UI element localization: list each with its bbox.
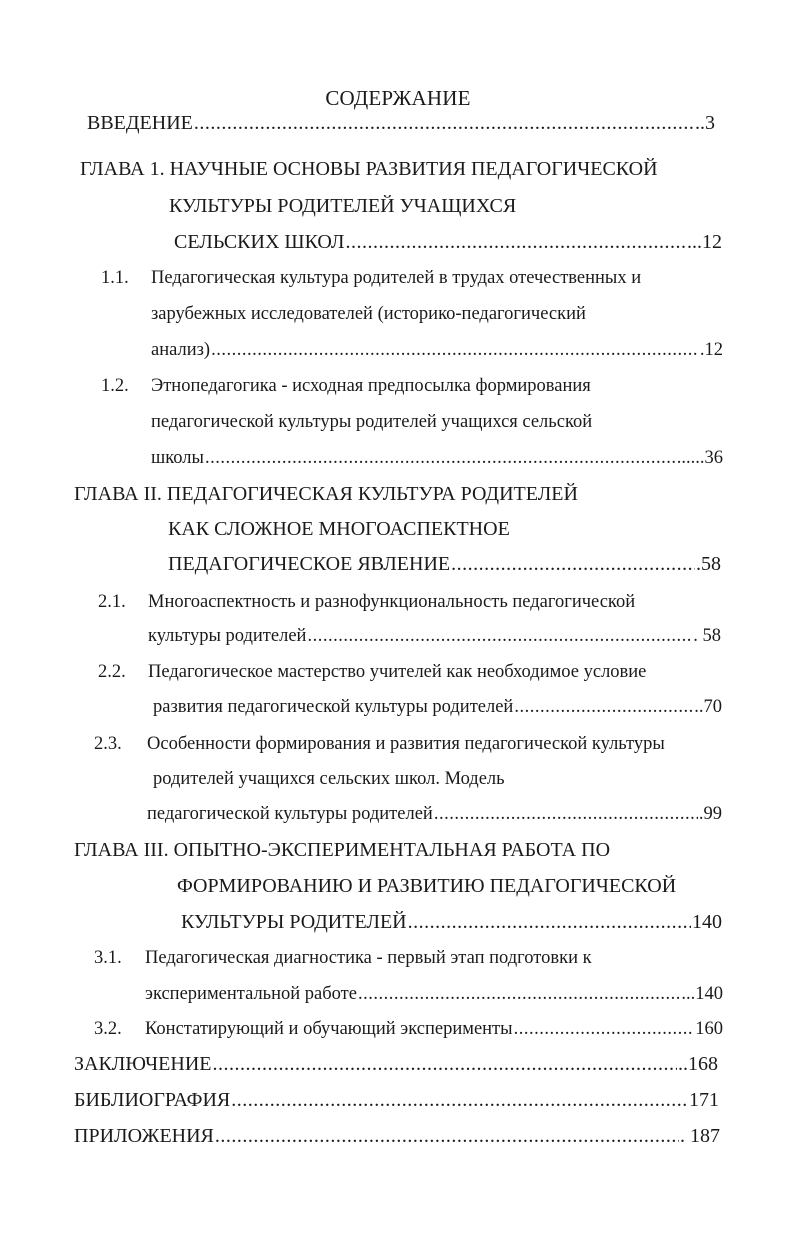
entry-text: СЕЛЬСКИХ ШКОЛ [174,231,345,253]
chapter2-heading-line1[interactable] [74,482,578,506]
toc-entry-section-1-1[interactable] [151,338,723,362]
page-number: ...12 [687,231,722,253]
page-number: ..3 [695,112,715,134]
page-number: .99 [698,804,722,824]
chapter3-heading-line1[interactable] [74,838,610,862]
entry-text: Этнопедагогика - исходная предпосылка формирования [151,376,591,396]
leader-dots [408,910,691,934]
leader-dots [434,802,698,826]
section-3-1-line1[interactable] [145,946,592,970]
leader-dots [345,230,686,254]
section-number: 3.2. [94,1019,122,1039]
entry-text: ПЕДАГОГИЧЕСКОЕ ЯВЛЕНИЕ [168,553,451,575]
leader-dots [205,446,676,470]
entry-text: КУЛЬТУРЫ РОДИТЕЛЕЙ УЧАЩИХСЯ [169,195,517,217]
entry-text: ГЛАВА II. ПЕДАГОГИЧЕСКАЯ КУЛЬТУРА РОДИТЕЛЕЙ [74,483,578,505]
toc-entry-section-3-1[interactable] [145,982,723,1006]
entry-text: педагогической культуры родителей [147,804,433,824]
entry-text: культуры родителей [148,626,307,646]
toc-entry-appendix[interactable] [74,1124,720,1148]
leader-dots [194,111,694,135]
toc-entry-conclusion[interactable] [74,1052,718,1076]
toc-entry-section-1-2[interactable] [151,446,723,470]
entry-text: анализ) [151,340,211,360]
section-number: 1.2. [101,376,129,396]
page-number: .12 [699,340,723,360]
page-number: ..168 [678,1053,718,1075]
section-2-3-line2 [153,767,505,791]
toc-entry-bibliography[interactable] [74,1088,719,1112]
entry-text: развития педагогической культуры родителей [153,697,514,717]
entry-text: Констатирующий и обучающий эксперименты [145,1019,513,1039]
section-number: 2.3. [94,734,122,754]
section-1-2-line2 [151,410,592,434]
entry-text: КАК СЛОЖНОЕ МНОГОАСПЕКТНОЕ [168,518,510,540]
entry-text: ВВЕДЕНИЕ [87,112,193,134]
section-number: 3.1. [94,948,122,968]
entry-text: педагогической культуры родителей учащихся сельской [151,412,593,432]
leader-dots [212,1052,677,1076]
toc-entry-chapter2[interactable] [168,552,721,576]
section-1-1-line1[interactable] [151,266,641,290]
page-number: 140 [692,911,722,933]
entry-text: Педагогическая культура родителей в трудах отечественных и [151,268,642,288]
entry-text: школы [151,448,204,468]
leader-dots [307,624,692,648]
section-1-1-line2 [151,302,586,326]
entry-text: родителей учащихся сельских школ. Модель [153,769,505,789]
chapter1-heading-line1[interactable] [80,157,658,181]
entry-text: экспериментальной работе [145,984,357,1004]
section-2-1-line1[interactable] [148,590,635,614]
leader-dots [514,1017,695,1041]
entry-text: ГЛАВА 1. НАУЧНЫЕ ОСНОВЫ РАЗВИТИЯ ПЕДАГОГИЧЕСКОЙ [80,158,658,180]
section-2-2-line1[interactable] [148,660,646,684]
toc-entry-section-3-2[interactable] [145,1017,723,1041]
page-number: ...140 [681,984,723,1004]
entry-text: ФОРМИРОВАНИЮ И РАЗВИТИЮ ПЕДАГОГИЧЕСКОЙ [177,875,677,897]
toc-entry-chapter3[interactable] [181,910,722,934]
entry-text: зарубежных исследователей (историко-педагогический [151,304,586,324]
chapter2-heading-line2 [168,517,510,541]
entry-text: Педагогическая диагностика - первый этап подготовки к [145,948,592,968]
page-number: ..70 [694,697,722,717]
leader-dots [514,695,693,719]
page-number: 171 [689,1089,719,1111]
chapter1-heading-line2 [169,194,516,218]
page-number: .58 [696,553,721,575]
toc-entry-section-2-3[interactable] [147,802,722,826]
chapter3-heading-line2 [177,874,676,898]
leader-dots [211,338,699,362]
entry-text: ЗАКЛЮЧЕНИЕ [74,1053,212,1075]
toc-entry-intro[interactable] [87,111,715,135]
section-1-2-line1[interactable] [151,374,591,398]
section-2-3-line1[interactable] [147,732,665,756]
page-number: ......36 [676,448,723,468]
toc-entry-section-2-1[interactable] [148,624,721,648]
page-number: 160 [695,1019,723,1039]
entry-text: Многоаспектность и разнофункциональность педагогической [148,592,636,612]
page-number: . 58 [693,626,721,646]
leader-dots [358,982,680,1006]
entry-text: ПРИЛОЖЕНИЯ [74,1125,214,1147]
leader-dots [451,552,695,576]
section-number: 2.1. [98,592,126,612]
entry-text: БИБЛИОГРАФИЯ [74,1089,231,1111]
page-number: . 187 [680,1125,720,1147]
toc-entry-section-2-2[interactable] [153,695,722,719]
leader-dots [215,1124,679,1148]
entry-text: ГЛАВА III. ОПЫТНО-ЭКСПЕРИМЕНТАЛЬНАЯ РАБОТА ПО [74,839,611,861]
section-number: 1.1. [101,268,129,288]
entry-text: КУЛЬТУРЫ РОДИТЕЛЕЙ [181,911,407,933]
leader-dots [231,1088,688,1112]
entry-text: Педагогическое мастерство учителей как необходимое условие [148,662,647,682]
entry-text: Особенности формирования и развития педагогической культуры [147,734,665,754]
toc-title: СОДЕРЖАНИЕ [325,86,471,110]
section-number: 2.2. [98,662,126,682]
toc-entry-chapter1[interactable] [174,230,722,254]
